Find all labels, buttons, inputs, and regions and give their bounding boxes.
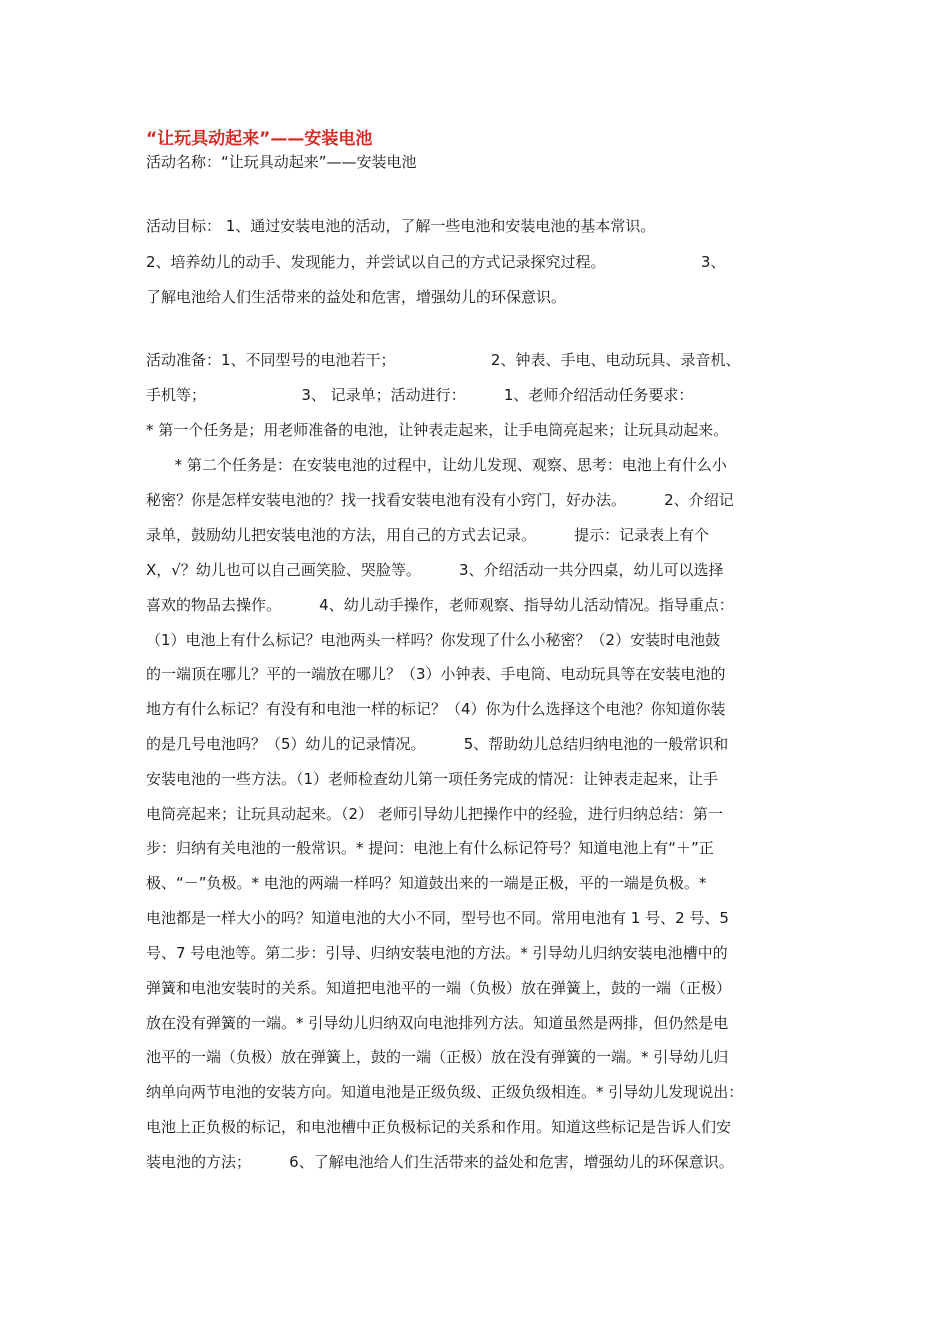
body-line: 活动准备：1、不同型号的电池若干； 2、钟表、手电、电动玩具、录音机、 [146, 351, 741, 369]
body-line: 了解电池给人们生活带来的益处和危害，增强幼儿的环保意识。 [146, 288, 567, 306]
body-line: 极、“－”负极。* 电池的两端一样吗？知道鼓出来的一端是正极，平的一端是负极。* [146, 874, 707, 892]
body-line: 弹簧和电池安装时的关系。知道把电池平的一端（负极）放在弹簧上，鼓的一端（正极） [146, 979, 732, 997]
body-line: 纳单向两节电池的安装方向。知道电池是正级负级、正级负级相连。* 引导幼儿发现说出： [146, 1083, 744, 1101]
body-line: 手机等； 3、 记录单；活动进行： 1、老师介绍活动任务要求： [146, 386, 694, 404]
body-line: 装电池的方法； 6、了解电池给人们生活带来的益处和危害，增强幼儿的环保意识。 [146, 1153, 734, 1171]
body-line: 号、7 号电池等。第二步：引导、归纳安装电池的方法。* 引导幼儿归纳安装电池槽中的 [146, 944, 728, 962]
body-line: 电池都是一样大小的吗？知道电池的大小不同，型号也不同。常用电池有 1 号、2 号、5 [146, 909, 729, 927]
body-line: 的一端顶在哪儿？平的一端放在哪儿？（3）小钟表、手电筒、电动玩具等在安装电池的 [146, 665, 726, 683]
body-line: 电池上正负极的标记，和电池槽中正负极标记的关系和作用。知道这些标记是告诉人们安 [146, 1118, 732, 1136]
body-line: X，√？幼儿也可以自己画笑脸、哭脸等。 3、介绍活动一共分四桌，幼儿可以选择 [146, 561, 724, 579]
body-line: 放在没有弹簧的一端。* 引导幼儿归纳双向电池排列方法。知道虽然是两排，但仍然是电 [146, 1014, 729, 1032]
body-line: 步：归纳有关电池的一般常识。* 提问：电池上有什么标记符号？知道电池上有“＋”正 [146, 839, 714, 857]
body-line: 安装电池的一些方法。（1）老师检查幼儿第一项任务完成的情况：让钟表走起来，让手 [146, 770, 719, 788]
body-line: 活动目标： 1、通过安装电池的活动，了解一些电池和安装电池的基本常识。 [146, 217, 656, 235]
body-line: 秘密？你是怎样安装电池的？找一找看安装电池有没有小窍门，好办法。 2、介绍记 [146, 491, 734, 509]
body-line: * 第一个任务是；用老师准备的电池，让钟表走起来，让手电筒亮起来；让玩具动起来。 [146, 421, 729, 439]
body-line: 电筒亮起来；让玩具动起来。（2） 老师引导幼儿把操作中的经验，进行归纳总结：第一 [146, 805, 723, 823]
body-line: 录单，鼓励幼儿把安装电池的方法，用自己的方式去记录。 提示：记录表上有个 [146, 526, 710, 544]
activity-name-line: 活动名称：“让玩具动起来”——安装电池 [146, 153, 417, 171]
body-line: 的是几号电池吗？（5）幼儿的记录情况。 5、帮助幼儿总结归纳电池的一般常识和 [146, 735, 729, 753]
body-line: 2、培养幼儿的动手、发现能力，并尝试以自己的方式记录探究过程。 3、 [146, 253, 726, 271]
body-line: * 第二个任务是：在安装电池的过程中，让幼儿发现、观察、思考：电池上有什么小 [146, 456, 727, 474]
body-line: 地方有什么标记？有没有和电池一样的标记？（4）你为什么选择这个电池？你知道你装 [146, 700, 726, 718]
body-line: 池平的一端（负极）放在弹簧上，鼓的一端（正极）放在没有弹簧的一端。* 引导幼儿归 [146, 1048, 729, 1066]
document-title: “让玩具动起来”——安装电池 [146, 129, 373, 149]
body-line: （1）电池上有什么标记？电池两头一样吗？你发现了什么小秘密？（2）安装时电池鼓 [146, 631, 721, 649]
body-line: 喜欢的物品去操作。 4、幼儿动手操作，老师观察、指导幼儿活动情况。指导重点： [146, 596, 734, 614]
